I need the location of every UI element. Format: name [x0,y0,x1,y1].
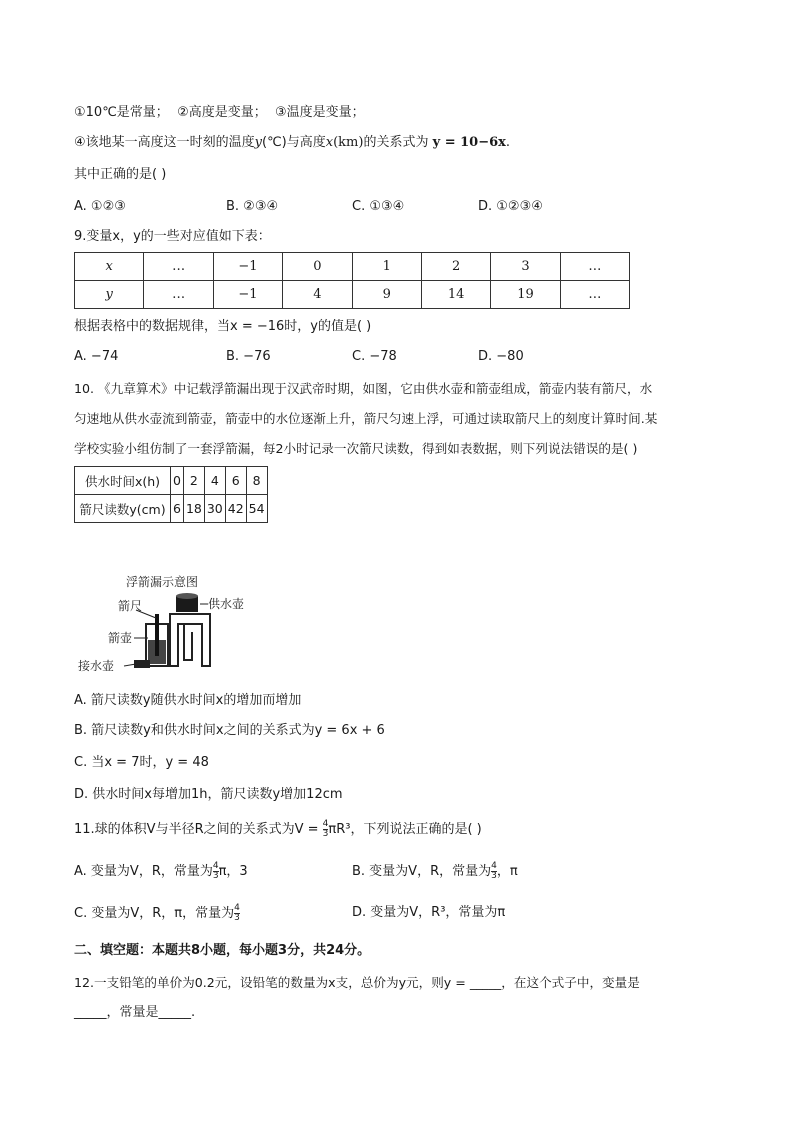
diagram-title: 浮箭漏示意图 [126,575,199,589]
table-cell: … [144,281,213,309]
fraction-numerator: 4 [322,819,329,829]
table-row [75,253,630,281]
q11-option-a-rest: π，3 [218,864,248,879]
table-cell: 供水时间x(h) [75,467,171,495]
fraction-denominator: 3 [212,871,219,881]
table-cell: 2 [183,467,204,495]
q9-ask: 根据表格中的数据规律，当x = −16时，y的值是( ) [74,319,372,334]
q8-stmt4-y: y [254,135,263,150]
fraction-denominator: 3 [491,871,497,881]
diagram-label-receive: 接水壶 [78,659,115,673]
q11-stem-text-b: πR³，下列说法正确的是( ) [328,822,482,837]
section-heading: 二、填空题：本题共8小题，每小题3分，共24分。 [74,943,371,958]
q11-option-b [352,862,518,881]
table-cell: … [144,253,213,281]
diagram-drawing [74,574,274,678]
q8-option-c: C. ①③④ [352,199,405,214]
table-cell: 14 [421,281,490,309]
table-cell: 3 [491,253,560,281]
q11-option-c [74,904,240,923]
q12-line2: _____，常量是_____. [74,1005,196,1020]
table-cell: x [75,253,144,281]
table-cell: 6 [171,495,184,523]
q9-stem: 9.变量x，y的一些对应值如下表： [74,229,271,244]
q8-stmt4-equation: y = 10−6x [432,135,506,150]
fraction-numerator: 4 [212,861,219,871]
q11-stem [74,820,482,839]
q8-option-a: A. ①②③ [74,199,126,214]
pipe-shape [184,624,192,660]
q8-option-b: B. ②③④ [226,199,279,214]
table-cell: 箭尺读数y(cm) [75,495,171,523]
table-cell: 6 [225,467,246,495]
table-cell: … [560,281,629,309]
q11-option-d: D. 变量为V，R³，常量为π [352,905,506,920]
q8-stmt4 [74,134,510,152]
q8-stmt1: ①10℃是常量； [74,105,169,120]
table-cell: 1 [352,253,421,281]
q8-stmt4-text-b: (℃)与高度 [262,135,326,150]
table-cell: −1 [213,281,282,309]
q8-stmt3: ③温度是变量； [274,105,365,120]
q8-stmt4-text-a: ④该地某一高度这一时刻的温度 [74,135,255,150]
table-cell: −1 [213,253,282,281]
table-cell: 18 [183,495,204,523]
stand-frame [170,614,210,666]
table-cell: 19 [491,281,560,309]
q8-stmt4-x: x [325,135,334,150]
q10-option-c: C. 当x = 7时，y = 48 [74,755,209,770]
q12-line1: 12.一支铅笔的单价为0.2元，设铅笔的数量为x支，总价为y元，则y = _____，在这个式子中，变量是 [74,975,640,990]
q9-option-b: B. −76 [226,349,271,364]
q10-option-d: D. 供水时间x每增加1h，箭尺读数y增加12cm [74,787,343,802]
q9-table [74,252,630,309]
table-cell: 30 [204,495,225,523]
q10-option-b: B. 箭尺读数y和供水时间x之间的关系式为y = 6x + 6 [74,723,385,738]
table-cell: 9 [352,281,421,309]
fraction-denominator: 3 [322,829,329,839]
fraction-numerator: 4 [491,861,497,871]
diagram-label-ruler: 箭尺 [118,599,143,613]
diagram-label-supply: 供水壶 [208,597,245,611]
table-cell: 54 [246,495,267,523]
table-row [75,495,268,523]
supply-pot-lid [176,593,198,599]
q11-stem-text-a: 11.球的体积V与半径R之间的关系式为V = [74,822,323,837]
q11-option-c-text: C. 变量为V，R，π，常量为 [74,906,235,921]
q10-table [74,466,268,523]
table-row [75,467,268,495]
q11-option-c-fraction [234,904,240,923]
table-cell: 4 [204,467,225,495]
table-cell: 4 [283,281,352,309]
q9-option-d: D. −80 [478,349,524,364]
table-cell: 0 [171,467,184,495]
table-cell: 8 [246,467,267,495]
q8-statements-row [74,104,365,122]
q9-option-a: A. −74 [74,349,119,364]
q10-stem-line3: 学校实验小组仿制了一套浮箭漏，每2小时记录一次箭尺读数，得到如表数据，则下列说法错误的是( ) [74,441,638,456]
q8-prompt: 其中正确的是( ) [74,167,167,182]
q10-option-a: A. 箭尺读数y随供水时间x的增加而增加 [74,693,302,708]
q8-stmt4-unit: (km) [333,135,364,150]
receive-pot-shape [134,660,150,668]
q11-option-b-text: B. 变量为V，R，常量为 [352,864,492,879]
q8-stmt2: ②高度是变量； [177,105,267,120]
q10-stem-line1: 10. 《九章算术》中记载浮箭漏出现于汉武帝时期，如图，它由供水壶和箭壶组成，箭壶内装有箭尺，水 [74,381,653,396]
q11-option-a [74,862,248,881]
q8-stmt4-end: . [505,135,511,150]
q11-option-b-rest: ，π [496,864,518,879]
table-cell: y [75,281,144,309]
table-cell: 42 [225,495,246,523]
table-cell: 2 [421,253,490,281]
table-cell: … [560,253,629,281]
fraction-denominator: 3 [234,913,240,923]
q8-stmt4-text-d: 的关系式为 [363,135,429,150]
fraction-numerator: 4 [234,903,240,913]
q11-option-a-text: A. 变量为V，R，常量为 [74,864,213,879]
q8-option-d: D. ①②③④ [478,199,543,214]
table-row [75,281,630,309]
q10-stem-line2: 匀速地从供水壶流到箭壶，箭壶中的水位逐渐上升，箭尺匀速上浮，可通过读取箭尺上的刻度计算时间.某 [74,411,658,426]
floating-arrow-clock-diagram [74,574,274,678]
arrow-ruler-shape [155,614,159,656]
diagram-label-arrow-pot: 箭壶 [108,631,133,645]
table-cell: 0 [283,253,352,281]
q9-option-c: C. −78 [352,349,397,364]
